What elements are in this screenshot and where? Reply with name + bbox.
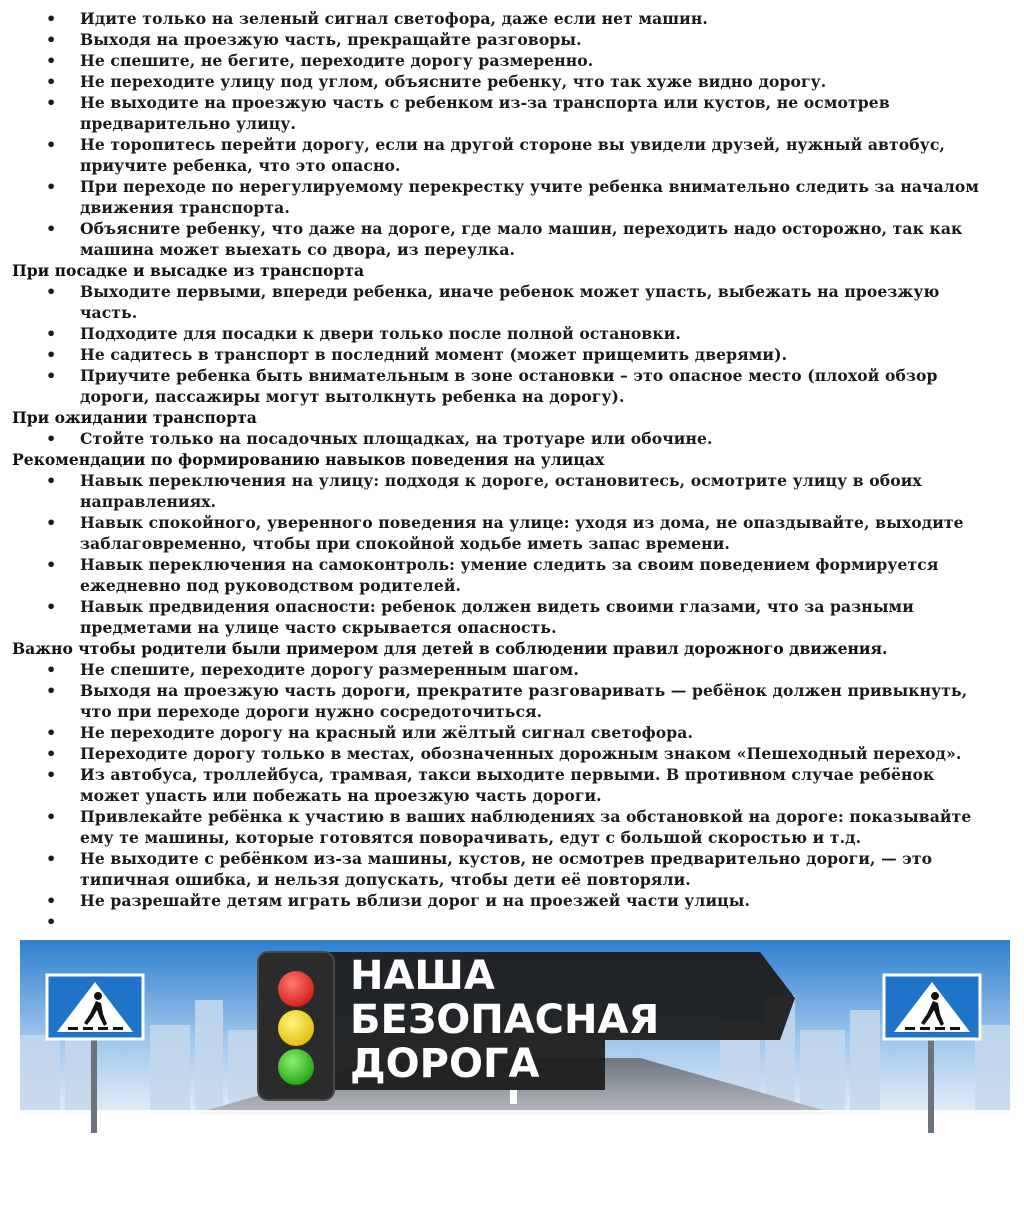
list-item: • Не спешите, переходите дорогу размеренным шагом. [0, 659, 1024, 680]
list-item: • Идите только на зеленый сигнал светофора, даже если нет машин. [0, 8, 1024, 29]
list-item: • Не спешите, не бегите, переходите дорогу размеренно. [0, 50, 1024, 71]
banner-title-line3: ДОРОГА [350, 1041, 540, 1087]
list-item: • Не переходите улицу под углом, объясните ребенку, что так хуже видно дорогу. [0, 71, 1024, 92]
list-item: • Стойте только на посадочных площадках, на тротуаре или обочине. [0, 428, 1024, 449]
safe-road-banner [20, 940, 1010, 1145]
list-item: • Выходя на проезжую часть, прекращайте разговоры. [0, 29, 1024, 50]
road-marking [510, 1090, 517, 1104]
green-light-icon [278, 1049, 314, 1085]
list-item: • Навык переключения на самоконтроль: умение следить за своим поведением формируется ежедневно под руководством родителей. [0, 554, 1024, 596]
red-light-icon [278, 971, 314, 1007]
banner-illustration [20, 940, 1010, 1145]
list-item: • Навык спокойного, уверенного поведения на улице: уходя из дома, не опаздывайте, выходите заблаговременно, чтобы при спокойной ходьбе иметь запас времени. [0, 512, 1024, 554]
list-item [0, 911, 1024, 932]
list-item: • Навык предвидения опасности: ребенок должен видеть своими глазами, что за разными предметами на улице часто скрывается опасность. [0, 596, 1024, 638]
yellow-light-icon [278, 1010, 314, 1046]
bullet-list [0, 428, 1024, 449]
list-item: • Не разрешайте детям играть вблизи дорог и на проезжей части улицы. [0, 890, 1024, 911]
list-item: • Навык переключения на улицу: подходя к дороге, остановитесь, осмотрите улицу в обоих направлениях. [0, 470, 1024, 512]
section-heading: Рекомендации по формированию навыков поведения на улицах [12, 450, 605, 469]
list-item: • Выходя на проезжую часть дороги, прекратите разговаривать — ребёнок должен привыкнуть, что при переходе дороги нужно сосредоточиться. [0, 680, 1024, 722]
section-heading: При ожидании транспорта [12, 408, 257, 427]
document-body [0, 8, 1024, 932]
list-item: • Не садитесь в транспорт в последний момент (может прищемить дверями). [0, 344, 1024, 365]
list-item: • Не выходите на проезжую часть с ребенком из-за транспорта или кустов, не осмотрев предварительно улицу. [0, 92, 1024, 134]
section-heading: Важно чтобы родители были примером для детей в соблюдении правил дорожного движения. [12, 639, 888, 658]
list-item: • Из автобуса, троллейбуса, трамвая, такси выходите первыми. В противном случае ребёнок может упасть или побежать на проезжую часть дороги. [0, 764, 1024, 806]
list-item: • Переходите дорогу только в местах, обозначенных дорожным знаком «Пешеходный переход». [0, 743, 1024, 764]
bullet-list [0, 659, 1024, 932]
list-item: • Не торопитесь перейти дорогу, если на другой стороне вы увидели друзей, нужный автобус, приучите ребенка, что это опасно. [0, 134, 1024, 176]
bullet-list [0, 470, 1024, 638]
bullet-list [0, 281, 1024, 407]
list-item: • Объясните ребенку, что даже на дороге, где мало машин, переходить надо осторожно, так как машина может выехать со двора, из переулка. [0, 218, 1024, 260]
list-item: • Не выходите с ребёнком из-за машины, кустов, не осмотрев предварительно дороги, — это типичная ошибка, и нельзя допускать, чтобы дети её повторяли. [0, 848, 1024, 890]
section-heading: При посадке и высадке из транспорта [12, 261, 365, 280]
list-item: • Не переходите дорогу на красный или жёлтый сигнал светофора. [0, 722, 1024, 743]
list-item: • Выходите первыми, впереди ребенка, иначе ребенок может упасть, выбежать на проезжую часть. [0, 281, 1024, 323]
banner-title-line1: НАША [350, 953, 495, 999]
list-item: • Приучите ребенка быть внимательным в зоне остановки – это опасное место (плохой обзор дороги, пассажиры могут вытолкнуть ребенка на дорогу). [0, 365, 1024, 407]
list-item: • Привлекайте ребёнка к участию в ваших наблюдениях за обстановкой на дороге: показывайте ему те машины, которые готовятся поворачивать, едут с большой скоростью и т.д. [0, 806, 1024, 848]
banner-title-line2: БЕЗОПАСНАЯ [350, 997, 660, 1043]
traffic-light [258, 952, 334, 1100]
bullet-list [0, 8, 1024, 260]
list-item: • При переходе по нерегулируемому перекрестку учите ребенка внимательно следить за началом движения транспорта. [0, 176, 1024, 218]
list-item: • Подходите для посадки к двери только после полной остановки. [0, 323, 1024, 344]
